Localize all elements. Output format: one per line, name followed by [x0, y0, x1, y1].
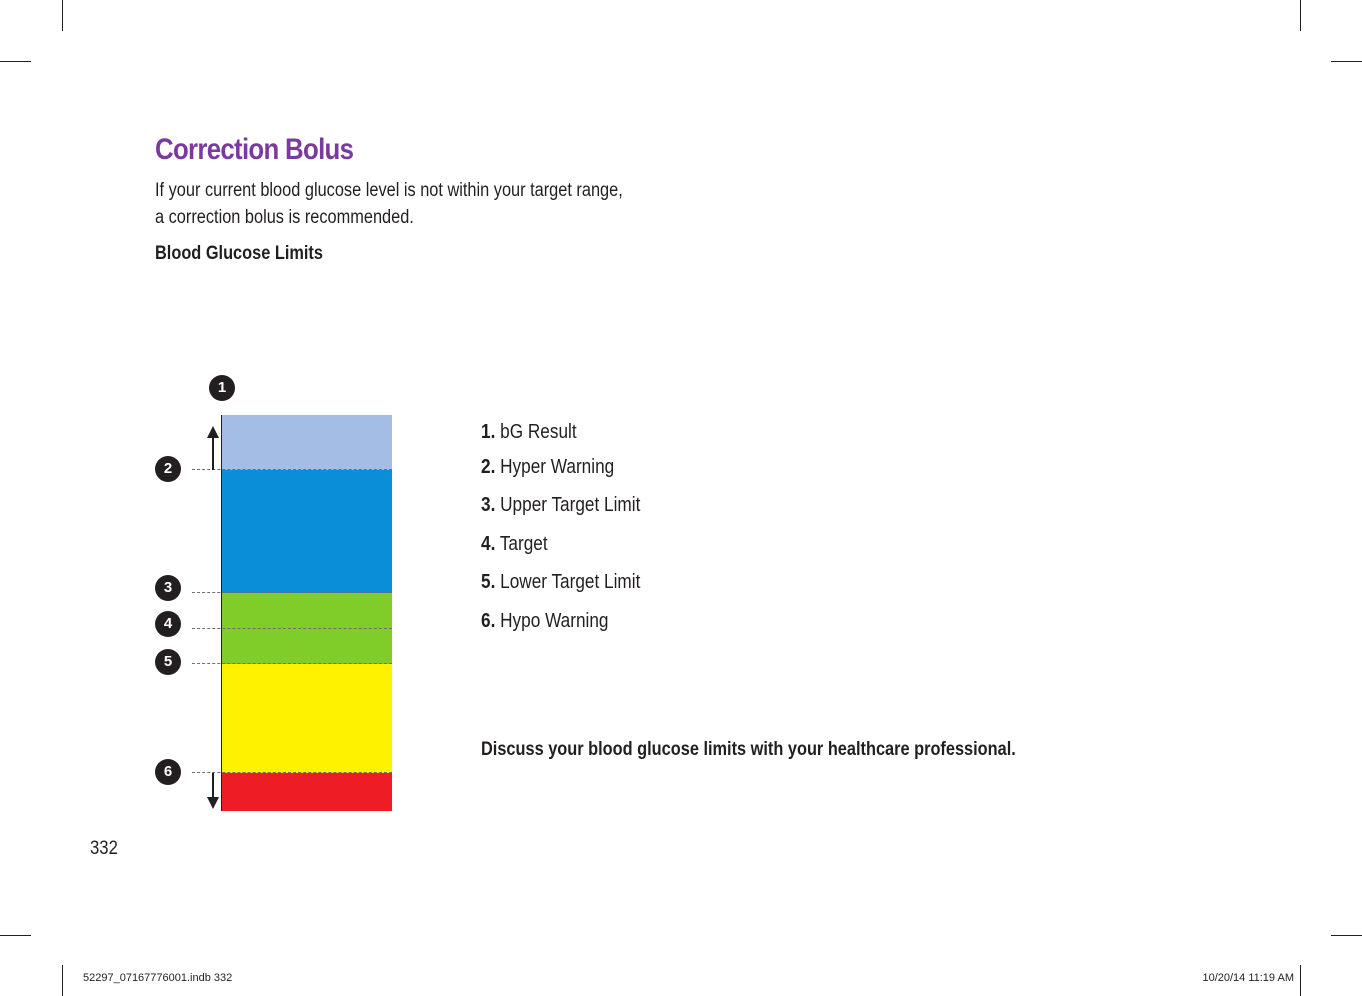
- legend-label: Target: [499, 533, 548, 555]
- intro-line-2: a correction bolus is recommended.: [155, 207, 414, 228]
- legend-item: [481, 571, 640, 594]
- legend-number: 6.: [481, 610, 496, 632]
- legend-number: 1.: [481, 421, 496, 443]
- print-slug-right: 10/20/14 11:19 AM: [1202, 972, 1294, 984]
- crop-mark: [62, 965, 63, 996]
- upper-target-line: [192, 592, 392, 593]
- crop-mark: [0, 935, 31, 936]
- legend-label: Lower Target Limit: [500, 571, 641, 593]
- arrow-down-icon: [207, 797, 219, 809]
- legend-item: [481, 421, 577, 444]
- band-lower-to-hypo: [222, 664, 392, 773]
- band-below-hypo: [222, 773, 392, 811]
- legend-label: bG Result: [500, 421, 577, 443]
- legend-item: [481, 456, 614, 479]
- print-slug-left: 52297_07167776001.indb 332: [83, 972, 233, 984]
- crop-mark: [0, 61, 31, 62]
- section-subheading: Blood Glucose Limits: [155, 243, 323, 264]
- diagram-axis-line: [221, 415, 222, 811]
- marker-5: 5: [155, 649, 181, 675]
- intro-line-1: If your current blood glucose level is not within your target range,: [155, 180, 623, 201]
- page-title: Correction Bolus: [155, 133, 354, 166]
- hypo-warning-line: [192, 772, 392, 773]
- page-number: 332: [90, 838, 118, 859]
- hyper-warning-line: [192, 469, 392, 470]
- legend-item: [481, 533, 548, 556]
- legend-number: 3.: [481, 494, 496, 516]
- band-hyper-to-upper: [222, 470, 392, 593]
- lower-target-line: [192, 663, 392, 664]
- band-above-hyper: [222, 415, 392, 470]
- crop-mark: [1300, 0, 1301, 31]
- marker-6: 6: [155, 759, 181, 785]
- marker-1: 1: [209, 375, 235, 401]
- advice-note: Discuss your blood glucose limits with your healthcare professional.: [481, 739, 1016, 760]
- legend-number: 4.: [481, 533, 496, 555]
- arrow-up-shaft: [212, 436, 214, 470]
- legend-number: 5.: [481, 571, 496, 593]
- legend-item: [481, 494, 640, 517]
- legend-number: 2.: [481, 456, 496, 478]
- target-line: [192, 628, 392, 629]
- legend-item: [481, 610, 608, 633]
- legend-label: Hyper Warning: [500, 456, 615, 478]
- crop-mark: [1331, 61, 1362, 62]
- marker-3: 3: [155, 575, 181, 601]
- crop-mark: [1331, 935, 1362, 936]
- arrow-down-shaft: [212, 773, 214, 799]
- marker-4: 4: [155, 611, 181, 637]
- legend-label: Upper Target Limit: [500, 494, 641, 516]
- legend-label: Hypo Warning: [500, 610, 609, 632]
- marker-2: 2: [155, 456, 181, 482]
- arrow-up-icon: [207, 426, 219, 438]
- crop-mark: [1300, 965, 1301, 996]
- crop-mark: [62, 0, 63, 31]
